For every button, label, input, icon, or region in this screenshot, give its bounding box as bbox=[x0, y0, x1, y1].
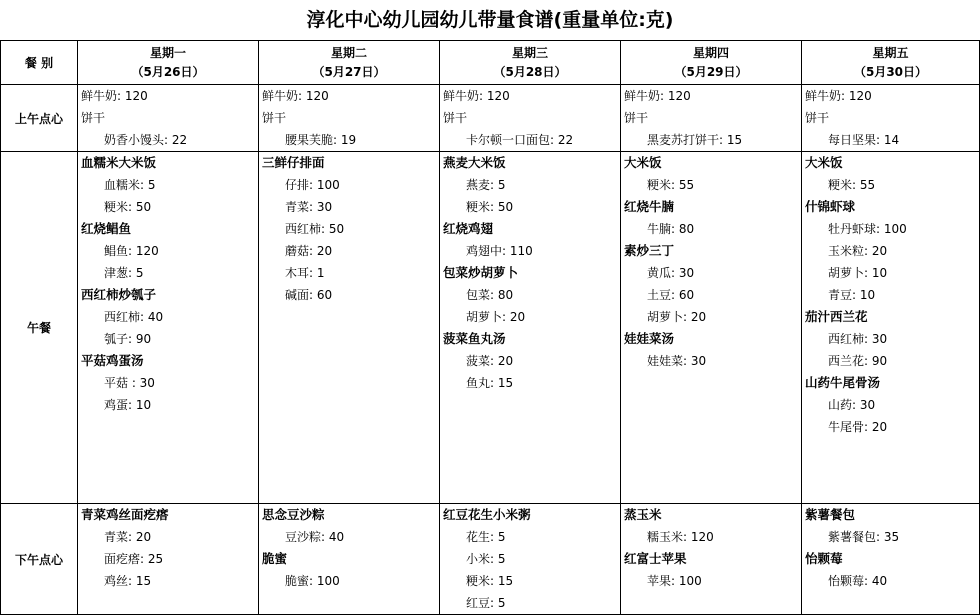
ingredient: 粳米: 50 bbox=[466, 200, 514, 214]
weekday: 星期一 bbox=[149, 45, 186, 60]
snack-item: 卡尔顿一口面包: 22 bbox=[466, 133, 574, 147]
dish-name: 包菜炒胡萝卜 bbox=[443, 265, 519, 280]
morning-cell bbox=[78, 85, 259, 152]
morning-row bbox=[1, 85, 980, 152]
page-title: 淳化中心幼儿园幼儿带量食谱(重量单位:克) bbox=[306, 9, 674, 31]
date: （5月26日） bbox=[131, 64, 205, 79]
ingredient: 仔排: 100 bbox=[285, 178, 340, 192]
ingredient: 西红柿: 50 bbox=[285, 222, 345, 236]
dish-name: 怡颗莓 bbox=[805, 551, 843, 566]
ingredient: 血糯米: 5 bbox=[104, 178, 156, 192]
ingredient: 牡丹虾球: 100 bbox=[828, 222, 907, 236]
morning-cell bbox=[259, 85, 440, 152]
dish-name: 血糯米大米饭 bbox=[81, 155, 157, 170]
date: （5月28日） bbox=[493, 64, 567, 79]
ingredient: 胡萝卜: 20 bbox=[647, 310, 707, 324]
ingredient: 红豆: 5 bbox=[466, 596, 506, 610]
ingredient: 豆沙粽: 40 bbox=[285, 530, 345, 544]
dish-name: 大米饭 bbox=[805, 155, 843, 170]
weekday: 星期二 bbox=[330, 45, 367, 60]
dish-name: 红豆花生小米粥 bbox=[443, 507, 531, 522]
morning-cell bbox=[440, 85, 621, 152]
morning-cell bbox=[621, 85, 802, 152]
dish-name: 红富士苹果 bbox=[624, 551, 687, 566]
dish-name: 平菇鸡蛋汤 bbox=[81, 353, 144, 368]
weekday: 星期四 bbox=[692, 45, 729, 60]
header-row bbox=[1, 41, 980, 85]
afternoon-label: 下午点心 bbox=[1, 504, 78, 615]
ingredient: 青豆: 10 bbox=[828, 288, 876, 302]
morning-item: 饼干 bbox=[624, 111, 649, 125]
ingredient: 碱面: 60 bbox=[285, 288, 333, 302]
morning-item: 鲜牛奶: 120 bbox=[624, 89, 691, 103]
weekday: 星期五 bbox=[872, 45, 909, 60]
afternoon-row bbox=[1, 504, 980, 615]
ingredient: 西红柿: 40 bbox=[104, 310, 164, 324]
dish-name: 蒸玉米 bbox=[624, 507, 662, 522]
ingredient: 青菜: 20 bbox=[104, 530, 152, 544]
dish-name: 青菜鸡丝面疙瘩 bbox=[81, 507, 169, 522]
dish-name: 脆蜜 bbox=[262, 551, 288, 566]
ingredient: 蘑菇: 20 bbox=[285, 244, 333, 258]
date: （5月27日） bbox=[312, 64, 386, 79]
day-header bbox=[621, 41, 802, 85]
date: （5月29日） bbox=[674, 64, 748, 79]
snack-item: 腰果芙脆: 19 bbox=[285, 133, 357, 147]
dish-name: 菠菜鱼丸汤 bbox=[443, 331, 506, 346]
dish-name: 燕麦大米饭 bbox=[443, 155, 506, 170]
ingredient: 瓠子: 90 bbox=[104, 332, 152, 346]
ingredient: 鸡蛋: 10 bbox=[104, 398, 152, 412]
menu-table bbox=[0, 40, 980, 615]
ingredient: 胡萝卜: 20 bbox=[466, 310, 526, 324]
ingredient: 牛腩: 80 bbox=[647, 222, 695, 236]
morning-item: 饼干 bbox=[81, 111, 106, 125]
ingredient: 玉米粒: 20 bbox=[828, 244, 888, 258]
day-header bbox=[78, 41, 259, 85]
afternoon-cell bbox=[440, 504, 621, 615]
dish-name: 红烧牛腩 bbox=[624, 199, 675, 214]
ingredient: 胡萝卜: 10 bbox=[828, 266, 888, 280]
dish-name: 大米饭 bbox=[624, 155, 662, 170]
snack-item: 每日坚果: 14 bbox=[828, 133, 900, 147]
morning-item: 鲜牛奶: 120 bbox=[262, 89, 329, 103]
dish-name: 什锦虾球 bbox=[805, 199, 856, 214]
lunch-row bbox=[1, 152, 980, 504]
dish-name: 三鲜仔排面 bbox=[262, 155, 325, 170]
ingredient: 青菜: 30 bbox=[285, 200, 333, 214]
ingredient: 小米: 5 bbox=[466, 552, 506, 566]
ingredient: 怡颗莓: 40 bbox=[828, 574, 888, 588]
afternoon-cell bbox=[621, 504, 802, 615]
ingredient: 脆蜜: 100 bbox=[285, 574, 340, 588]
day-header bbox=[802, 41, 980, 85]
dish-name: 红烧鲳鱼 bbox=[81, 221, 132, 236]
dish-name: 娃娃菜汤 bbox=[624, 331, 675, 346]
lunch-cell bbox=[78, 152, 259, 504]
ingredient: 粳米: 15 bbox=[466, 574, 514, 588]
snack-item: 奶香小馒头: 22 bbox=[104, 133, 188, 147]
lunch-label: 午餐 bbox=[1, 152, 78, 504]
dish-name: 素炒三丁 bbox=[624, 243, 675, 258]
morning-item: 饼干 bbox=[262, 111, 287, 125]
ingredient: 娃娃菜: 30 bbox=[647, 354, 707, 368]
ingredient: 山药: 30 bbox=[828, 398, 876, 412]
ingredient: 鱼丸: 15 bbox=[466, 376, 514, 390]
lunch-cell bbox=[259, 152, 440, 504]
morning-label: 上午点心 bbox=[1, 85, 78, 152]
ingredient: 牛尾骨: 20 bbox=[828, 420, 888, 434]
ingredient: 平菇 : 30 bbox=[104, 376, 155, 390]
ingredient: 粳米: 55 bbox=[828, 178, 876, 192]
ingredient: 面疙瘩: 25 bbox=[104, 552, 164, 566]
date: （5月30日） bbox=[853, 64, 928, 79]
ingredient: 包菜: 80 bbox=[466, 288, 514, 302]
ingredient: 苹果: 100 bbox=[647, 574, 702, 588]
ingredient: 木耳: 1 bbox=[285, 266, 325, 280]
morning-item: 鲜牛奶: 120 bbox=[805, 89, 872, 103]
ingredient: 黄瓜: 30 bbox=[647, 266, 695, 280]
dish-name: 紫薯餐包 bbox=[805, 507, 856, 522]
morning-item: 饼干 bbox=[443, 111, 468, 125]
dish-name: 山药牛尾骨汤 bbox=[805, 375, 881, 390]
ingredient: 鲳鱼: 120 bbox=[104, 244, 159, 258]
morning-cell bbox=[802, 85, 980, 152]
ingredient: 西兰花: 90 bbox=[828, 354, 888, 368]
category-label: 餐 别 bbox=[1, 41, 78, 85]
dish-name: 红烧鸡翅 bbox=[443, 221, 494, 236]
lunch-cell bbox=[802, 152, 980, 504]
dish-name: 西红柿炒瓠子 bbox=[81, 287, 157, 302]
dish-name: 茄汁西兰花 bbox=[805, 309, 868, 324]
ingredient: 粳米: 50 bbox=[104, 200, 152, 214]
day-header bbox=[259, 41, 440, 85]
morning-item: 鲜牛奶: 120 bbox=[81, 89, 148, 103]
ingredient: 燕麦: 5 bbox=[466, 178, 506, 192]
lunch-cell bbox=[621, 152, 802, 504]
day-header bbox=[440, 41, 621, 85]
afternoon-cell bbox=[802, 504, 980, 615]
ingredient: 土豆: 60 bbox=[647, 288, 695, 302]
ingredient: 鸡丝: 15 bbox=[104, 574, 152, 588]
ingredient: 西红柿: 30 bbox=[828, 332, 888, 346]
lunch-cell bbox=[440, 152, 621, 504]
ingredient: 紫薯餐包: 35 bbox=[828, 530, 900, 544]
dish-name: 思念豆沙粽 bbox=[262, 507, 325, 522]
ingredient: 粳米: 55 bbox=[647, 178, 695, 192]
ingredient: 鸡翅中: 110 bbox=[466, 244, 533, 258]
afternoon-cell bbox=[78, 504, 259, 615]
snack-item: 黑麦苏打饼干: 15 bbox=[647, 133, 743, 147]
ingredient: 糯玉米: 120 bbox=[647, 530, 714, 544]
weekday: 星期三 bbox=[511, 45, 548, 60]
afternoon-cell bbox=[259, 504, 440, 615]
ingredient: 花生: 5 bbox=[466, 530, 506, 544]
ingredient: 津葱: 5 bbox=[104, 266, 144, 280]
ingredient: 菠菜: 20 bbox=[466, 354, 514, 368]
morning-item: 饼干 bbox=[805, 111, 830, 125]
morning-item: 鲜牛奶: 120 bbox=[443, 89, 510, 103]
